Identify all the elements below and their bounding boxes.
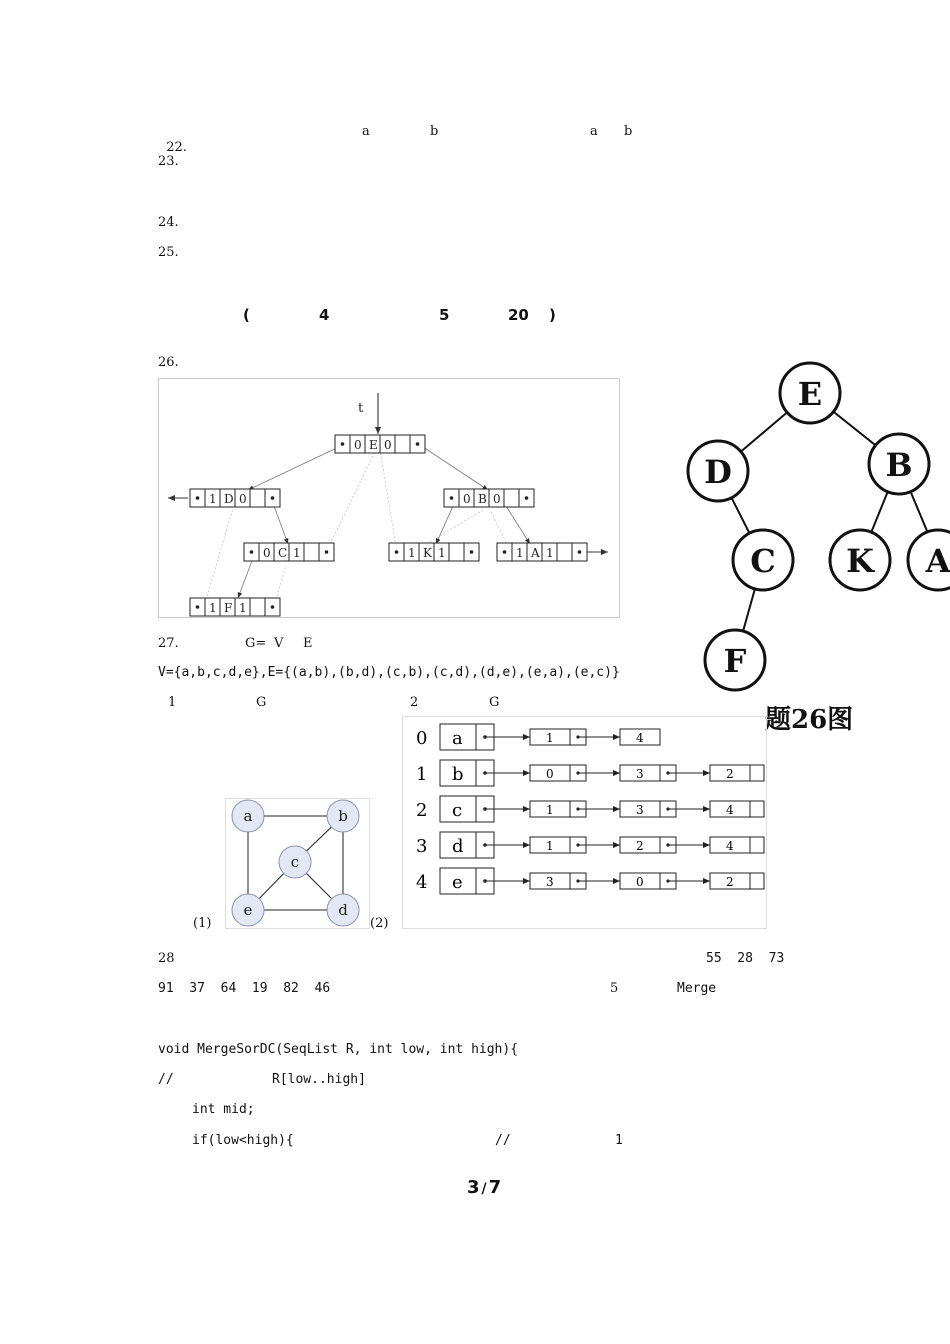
svg-text:0: 0 xyxy=(384,438,392,452)
question-23: 23. xyxy=(158,154,179,169)
svg-text:F: F xyxy=(224,601,233,615)
svg-text:2: 2 xyxy=(726,875,734,889)
tree-figure-26 xyxy=(685,360,950,740)
svg-text:C: C xyxy=(750,542,776,580)
q28-sequence-a: 55 28 73 xyxy=(706,951,785,966)
q27-part2: 2 xyxy=(410,695,419,710)
code-line-2-comment: // xyxy=(158,1072,174,1087)
svg-text:1: 1 xyxy=(438,546,446,560)
svg-text:0: 0 xyxy=(239,492,247,506)
svg-text:1: 1 xyxy=(416,764,428,785)
q27-part1-g: G xyxy=(256,695,267,710)
svg-text:0: 0 xyxy=(416,728,428,749)
q27-e: E xyxy=(303,636,313,651)
svg-text:b: b xyxy=(338,807,348,825)
svg-text:F: F xyxy=(723,642,747,680)
q27-v: V xyxy=(274,636,284,651)
svg-text:1: 1 xyxy=(209,492,217,506)
svg-text:2: 2 xyxy=(416,800,428,821)
section-points-total: 20 xyxy=(508,306,529,324)
svg-text:2: 2 xyxy=(726,767,734,781)
svg-text:d: d xyxy=(338,901,348,919)
tree-pointer-label: t xyxy=(358,401,364,416)
tnode-K xyxy=(389,543,479,561)
svg-text:D: D xyxy=(224,492,234,506)
svg-text:K: K xyxy=(423,546,432,560)
svg-text:E: E xyxy=(797,375,823,413)
code-line-4: if(low<high){ xyxy=(192,1133,294,1148)
adjacency-list-figure xyxy=(402,716,768,930)
page-total: 7 xyxy=(488,1177,502,1198)
tnode-E xyxy=(335,435,425,453)
code-line-4-number: 1 xyxy=(615,1133,623,1148)
q22-b2: b xyxy=(624,124,633,139)
svg-text:c: c xyxy=(290,853,300,871)
section-paren-open: ( xyxy=(243,306,250,324)
svg-text:0: 0 xyxy=(463,492,471,506)
svg-text:B: B xyxy=(885,446,913,484)
svg-text:1: 1 xyxy=(293,546,301,560)
svg-text:3: 3 xyxy=(546,875,554,889)
svg-text:e: e xyxy=(243,901,253,919)
svg-text:d: d xyxy=(452,836,464,857)
svg-text:e: e xyxy=(452,872,463,893)
svg-text:c: c xyxy=(452,800,463,821)
svg-text:4: 4 xyxy=(726,839,734,853)
svg-text:1: 1 xyxy=(546,546,554,560)
question-22 xyxy=(158,124,187,156)
adj-row-2 xyxy=(416,796,764,822)
q27-g: G= xyxy=(245,636,267,651)
page-number xyxy=(467,1177,501,1198)
q27-part1: 1 xyxy=(168,695,177,710)
question-25: 25. xyxy=(158,245,179,260)
code-line-2-range: R[low..high] xyxy=(272,1072,366,1087)
svg-text:B: B xyxy=(478,492,487,506)
section-points-each: 5 xyxy=(439,306,450,324)
q28-sequence-b: 91 37 64 19 82 46 xyxy=(158,981,331,996)
page-separator: / xyxy=(481,1181,487,1197)
svg-text:0: 0 xyxy=(263,546,271,560)
svg-text:A: A xyxy=(531,546,540,560)
svg-text:0: 0 xyxy=(546,767,554,781)
svg-text:3: 3 xyxy=(636,803,644,817)
svg-text:E: E xyxy=(369,438,378,452)
tree-figure-caption: 题26图 xyxy=(765,705,854,735)
svg-text:D: D xyxy=(704,453,732,491)
adj-row-4 xyxy=(416,868,764,894)
figure-label-2: (2) xyxy=(370,916,389,931)
svg-text:C: C xyxy=(278,546,288,560)
q22-b: b xyxy=(430,124,439,139)
svg-text:1: 1 xyxy=(546,839,554,853)
q27-part2-g: G xyxy=(489,695,500,710)
svg-text:0: 0 xyxy=(354,438,362,452)
tnode-C xyxy=(244,543,334,561)
svg-text:4: 4 xyxy=(416,872,428,893)
svg-text:1: 1 xyxy=(239,601,247,615)
svg-text:0: 0 xyxy=(493,492,501,506)
svg-text:1: 1 xyxy=(209,601,217,615)
question-28: 28 xyxy=(158,951,175,966)
svg-text:3: 3 xyxy=(416,836,428,857)
code-line-1: void MergeSorDC(SeqList R, int low, int high){ xyxy=(158,1042,519,1057)
adj-row-0 xyxy=(416,724,660,750)
adj-row-3 xyxy=(416,832,764,858)
svg-text:b: b xyxy=(452,764,464,785)
svg-text:3: 3 xyxy=(636,767,644,781)
question-27: 27. xyxy=(158,636,179,651)
adj-row-1 xyxy=(416,760,764,786)
code-line-3: int mid; xyxy=(192,1102,255,1117)
svg-text:4: 4 xyxy=(726,803,734,817)
question-26: 26. xyxy=(158,355,179,370)
q22-a: a xyxy=(362,124,370,139)
threaded-tree-diagram xyxy=(158,378,620,618)
q22-a2: a xyxy=(590,124,598,139)
svg-text:1: 1 xyxy=(408,546,416,560)
q28-five: 5 xyxy=(610,981,619,996)
code-line-4-comment: // xyxy=(495,1133,511,1148)
svg-text:1: 1 xyxy=(546,803,554,817)
svg-text:a: a xyxy=(243,807,253,825)
svg-text:A: A xyxy=(925,542,950,580)
question-24: 24. xyxy=(158,215,179,230)
tnode-D xyxy=(190,489,280,507)
section-count: 4 xyxy=(319,306,330,324)
svg-text:4: 4 xyxy=(636,731,644,745)
svg-text:1: 1 xyxy=(546,731,554,745)
q27-sets: V={a,b,c,d,e},E={(a,b),(b,d),(c,b),(c,d),(d,e),(e,a),(e,c)} xyxy=(158,665,620,680)
svg-text:a: a xyxy=(452,728,463,749)
tnode-A xyxy=(497,543,587,561)
q22-number: 22. xyxy=(166,140,187,155)
svg-text:2: 2 xyxy=(636,839,644,853)
page-current: 3 xyxy=(467,1177,480,1198)
section-paren-close: ) xyxy=(549,306,556,324)
tnode-F xyxy=(190,598,280,616)
q28-merge: Merge xyxy=(677,981,717,996)
svg-text:K: K xyxy=(846,542,874,580)
figure-label-1: (1) xyxy=(193,916,212,931)
svg-text:1: 1 xyxy=(516,546,524,560)
svg-text:0: 0 xyxy=(636,875,644,889)
graph-figure xyxy=(225,798,371,930)
tnode-B xyxy=(444,489,534,507)
